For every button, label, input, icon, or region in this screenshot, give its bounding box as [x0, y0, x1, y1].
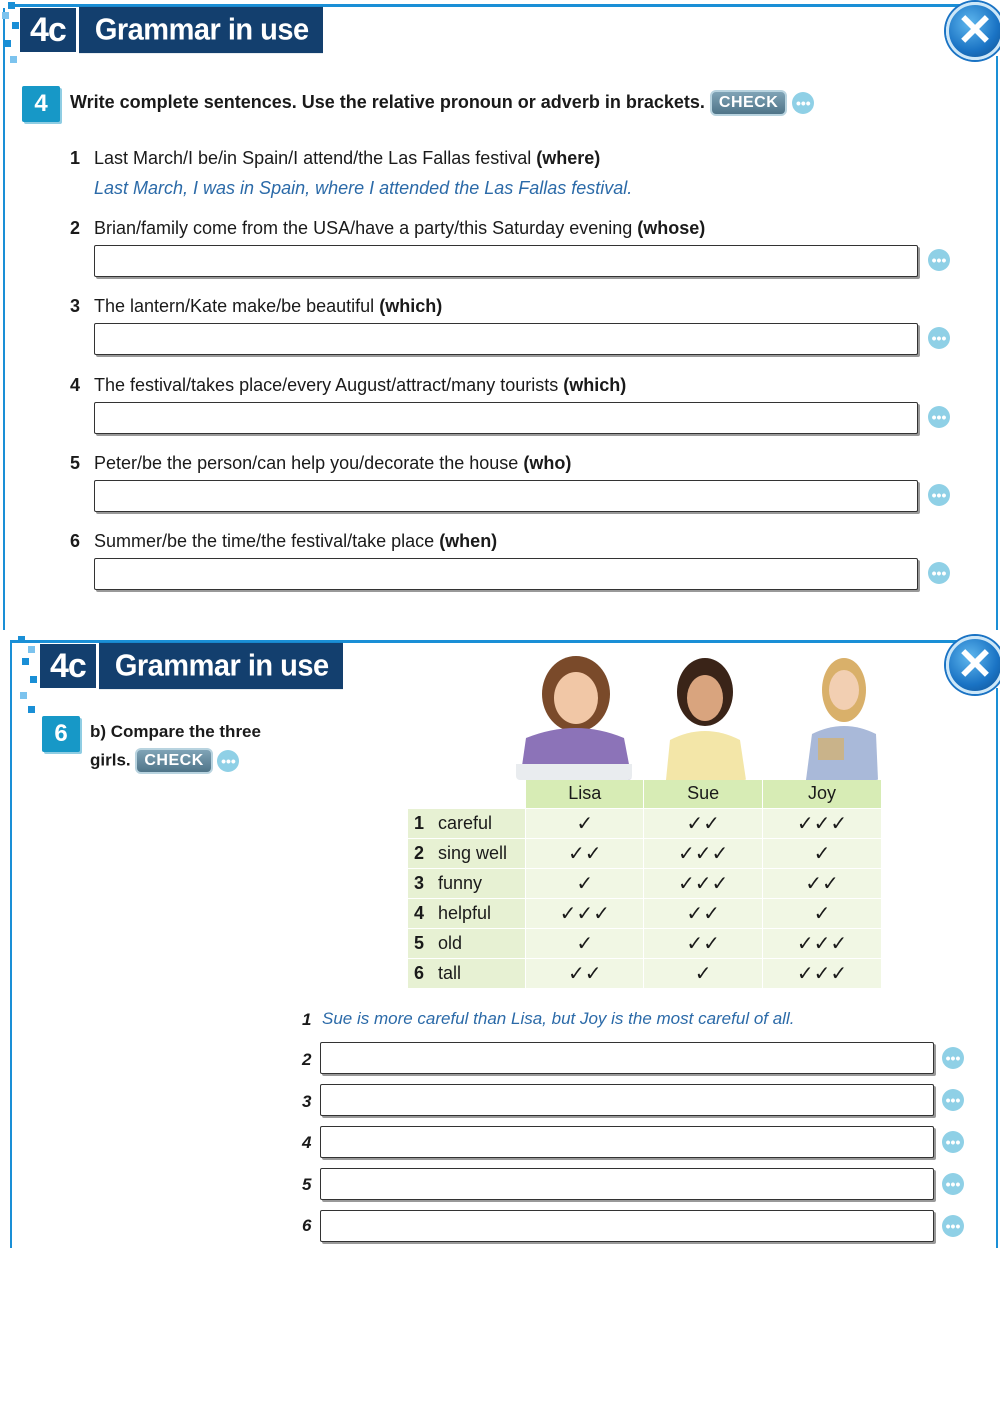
answer-input[interactable]: [320, 1210, 934, 1242]
answer-input[interactable]: [94, 323, 918, 355]
check-button[interactable]: CHECK: [135, 748, 212, 774]
table-corner: [408, 780, 526, 808]
unit-number: 4c: [40, 644, 96, 688]
pixel-decoration: [4, 40, 11, 47]
tick-cell: ✓: [644, 958, 763, 988]
row-label-text: tall: [438, 962, 462, 983]
column-header: Joy: [763, 780, 882, 808]
section-header: [20, 8, 323, 52]
pixel-decoration: [30, 676, 37, 683]
question-number: 1: [70, 148, 81, 168]
comparison-table: [408, 780, 882, 988]
exercise-panel-4: [0, 0, 1000, 630]
example-answer: Last March, I was in Spain, where I attended the Las Fallas festival.: [94, 178, 633, 198]
question-prompt: Summer/be the time/the festival/take place: [94, 531, 435, 551]
answer-input[interactable]: [94, 558, 918, 590]
answer-number: 6: [302, 1216, 312, 1235]
more-options-icon[interactable]: •••: [942, 1047, 964, 1069]
answer-input[interactable]: [320, 1126, 934, 1158]
tick-cell: ✓✓✓: [644, 868, 763, 898]
tick-cell: ✓✓✓: [763, 928, 882, 958]
question-prompt: Last March/I be/in Spain/I attend/the Las Fallas festival: [94, 148, 532, 168]
tick-cell: ✓✓✓: [644, 838, 763, 868]
question-row: [70, 531, 497, 552]
example-number: 1: [302, 1010, 312, 1029]
question-hint: (which): [563, 375, 627, 395]
girl-illustration: [516, 646, 632, 780]
pixel-decoration: [2, 12, 9, 19]
check-button[interactable]: CHECK: [710, 90, 787, 116]
table-row: [408, 868, 882, 898]
pixel-decoration: [28, 646, 35, 653]
row-label: [408, 808, 526, 838]
more-options-icon[interactable]: •••: [942, 1215, 964, 1237]
answer-input[interactable]: [94, 402, 918, 434]
answer-number: 5: [302, 1175, 312, 1194]
more-options-icon[interactable]: •••: [792, 92, 814, 114]
question-hint: (whose): [637, 218, 706, 238]
question-prompt: The lantern/Kate make/be beautiful: [94, 296, 375, 316]
more-options-icon[interactable]: •••: [928, 484, 950, 506]
exercise-panel-6: [0, 632, 1000, 1248]
table-row: [408, 838, 882, 868]
exercise-instruction: [70, 90, 814, 116]
pixel-decoration: [28, 706, 35, 713]
row-number: 5: [414, 932, 425, 953]
row-label-text: old: [438, 932, 463, 953]
question-number: 6: [70, 531, 81, 551]
panel-left-border: [10, 640, 12, 1248]
answer-input[interactable]: [94, 245, 918, 277]
answer-input[interactable]: [94, 480, 918, 512]
tick-cell: ✓: [763, 898, 882, 928]
more-options-icon[interactable]: •••: [942, 1173, 964, 1195]
section-title: Grammar in use: [79, 7, 323, 53]
pixel-decoration: [22, 658, 29, 665]
more-options-icon[interactable]: •••: [928, 562, 950, 584]
table-header-row: [408, 780, 882, 808]
tick-cell: ✓✓: [644, 808, 763, 838]
girl-illustration: [662, 646, 748, 780]
row-label: [408, 928, 526, 958]
more-options-icon[interactable]: •••: [928, 406, 950, 428]
table-row: [408, 808, 882, 838]
close-icon[interactable]: ✕: [946, 636, 1000, 694]
row-label: [408, 838, 526, 868]
question-number: 2: [70, 218, 81, 238]
question-row: [70, 375, 626, 396]
question-row: [70, 148, 600, 169]
more-options-icon[interactable]: •••: [942, 1131, 964, 1153]
photo-lisa: [516, 646, 632, 780]
more-options-icon[interactable]: •••: [942, 1089, 964, 1111]
pixel-decoration: [8, 2, 15, 9]
row-label-text: funny: [438, 872, 483, 893]
question-hint: (when): [439, 531, 498, 551]
exercise-number: 6: [42, 716, 80, 752]
tick-cell: ✓✓: [526, 838, 644, 868]
table-row: [408, 928, 882, 958]
pixel-decoration: [12, 22, 19, 29]
example-answer: Sue is more careful than Lisa, but Joy is the most careful of all.: [322, 1009, 795, 1028]
question-prompt: Brian/family come from the USA/have a party/this Saturday evening: [94, 218, 633, 238]
instruction-text: Write complete sentences. Use the relative pronoun or adverb in brackets.: [70, 91, 705, 112]
panel-right-border: [996, 688, 998, 1248]
tick-cell: ✓✓: [763, 868, 882, 898]
panel-right-border: [996, 56, 998, 630]
row-number: 6: [414, 962, 425, 983]
more-options-icon[interactable]: •••: [928, 249, 950, 271]
tick-cell: ✓: [526, 808, 644, 838]
question-number: 4: [70, 375, 81, 395]
photo-sue: [662, 646, 748, 780]
tick-cell: ✓✓: [644, 928, 763, 958]
tick-cell: ✓: [526, 868, 644, 898]
question-prompt: The festival/takes place/every August/attract/many tourists: [94, 375, 559, 395]
table-row: [408, 898, 882, 928]
section-header: [40, 644, 343, 688]
pixel-decoration: [18, 636, 25, 643]
row-label-text: careful: [438, 812, 493, 833]
question-hint: (where): [536, 148, 601, 168]
pixel-decoration: [20, 692, 27, 699]
row-label: [408, 958, 526, 988]
tick-cell: ✓✓✓: [526, 898, 644, 928]
row-number: 1: [414, 812, 425, 833]
panel-left-border: [3, 8, 5, 630]
question-row: [70, 218, 705, 239]
column-header: Sue: [644, 780, 763, 808]
question-number: 3: [70, 296, 81, 316]
row-label-text: helpful: [438, 902, 492, 923]
question-row: [70, 296, 442, 317]
exercise-instruction-line2: [90, 748, 239, 774]
question-prompt: Peter/be the person/can help you/decorate the house: [94, 453, 519, 473]
pixel-decoration: [10, 56, 17, 63]
answer-input[interactable]: [320, 1084, 934, 1116]
tick-cell: ✓✓: [526, 958, 644, 988]
tick-cell: ✓✓✓: [763, 958, 882, 988]
row-label-text: sing well: [438, 842, 508, 863]
answer-input[interactable]: [320, 1042, 934, 1074]
question-hint: (which): [379, 296, 443, 316]
exercise-instruction: b) Compare the three: [90, 722, 261, 741]
answer-input[interactable]: [320, 1168, 934, 1200]
row-label: [408, 898, 526, 928]
more-options-icon[interactable]: •••: [217, 750, 239, 772]
row-label: [408, 868, 526, 898]
more-options-icon[interactable]: •••: [928, 327, 950, 349]
row-number: 2: [414, 842, 425, 863]
question-row: [70, 453, 571, 474]
tick-cell: ✓✓: [644, 898, 763, 928]
column-header: Lisa: [526, 780, 644, 808]
row-number: 4: [414, 902, 425, 923]
section-title: Grammar in use: [99, 643, 343, 689]
unit-number: 4c: [20, 8, 76, 52]
photo-joy: [800, 646, 880, 780]
question-hint: (who): [523, 453, 572, 473]
close-icon[interactable]: ✕: [946, 2, 1000, 60]
tick-cell: ✓✓✓: [763, 808, 882, 838]
tick-cell: ✓: [763, 838, 882, 868]
tick-cell: ✓: [526, 928, 644, 958]
answer-number: 2: [302, 1050, 312, 1069]
exercise-number: 4: [22, 86, 60, 122]
instruction-text: girls.: [90, 750, 131, 770]
table-row: [408, 958, 882, 988]
answer-number: 4: [302, 1133, 312, 1152]
row-number: 3: [414, 872, 425, 893]
answer-number: 3: [302, 1092, 312, 1111]
question-number: 5: [70, 453, 81, 473]
girl-illustration: [800, 646, 880, 780]
